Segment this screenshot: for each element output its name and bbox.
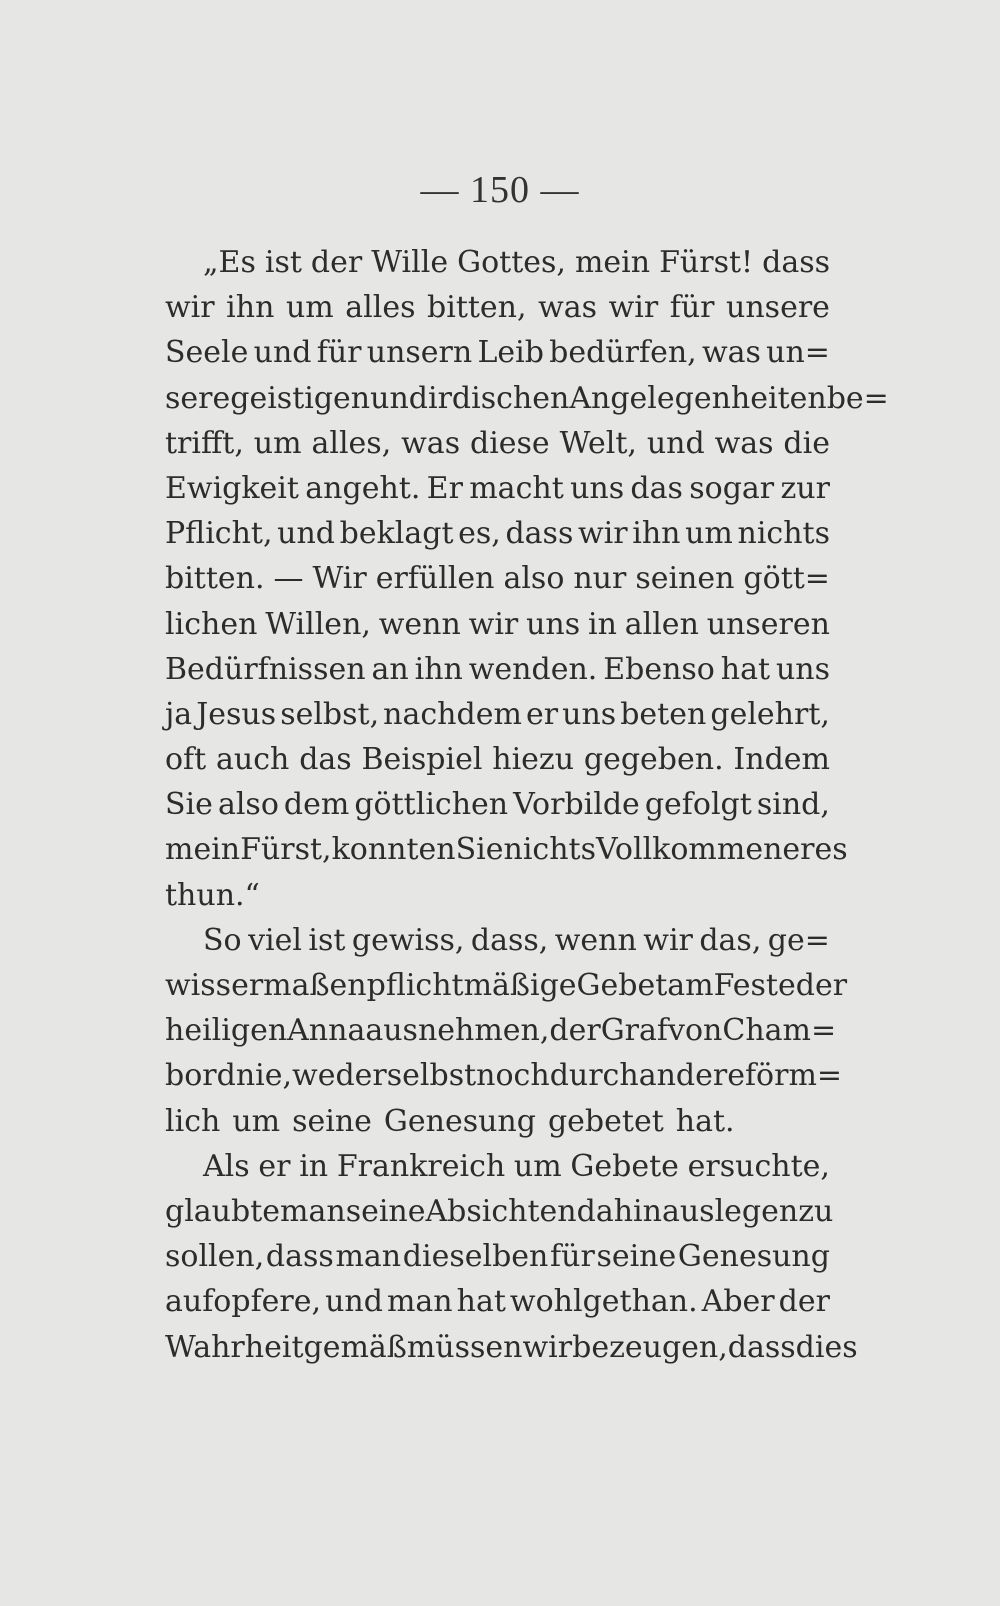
- word: müssen: [406, 1329, 523, 1365]
- word: allen: [624, 606, 699, 642]
- word: konnten: [331, 832, 456, 868]
- word: uns: [526, 606, 581, 642]
- word: auslegen: [661, 1193, 799, 1229]
- word: gefolgt: [644, 787, 752, 823]
- word: nichts: [503, 832, 597, 868]
- word: Pflicht,: [165, 516, 273, 552]
- word: selbst,: [280, 696, 380, 732]
- word: gewiss,: [351, 922, 465, 958]
- word: also: [503, 561, 565, 597]
- word: uns: [562, 696, 617, 732]
- word: für: [316, 335, 362, 371]
- word: was: [401, 425, 461, 461]
- word: was: [701, 335, 761, 371]
- word: beklagt: [339, 516, 454, 552]
- word: noch: [476, 1058, 550, 1094]
- word: um: [513, 1148, 562, 1184]
- word: hat: [720, 651, 771, 687]
- word: hat.: [675, 1103, 735, 1139]
- word: viel: [248, 922, 302, 958]
- word: uns: [775, 651, 830, 687]
- word: bezeugen,: [572, 1329, 728, 1365]
- word: für: [550, 1239, 595, 1275]
- word: „Es: [203, 245, 256, 280]
- word: lich: [165, 1103, 221, 1139]
- word: und: [325, 1284, 383, 1320]
- word: ersuchte,: [687, 1148, 830, 1184]
- word: Gebet: [576, 968, 668, 1003]
- word: förm=: [744, 1058, 843, 1094]
- word: man: [386, 1284, 453, 1320]
- word: seinen: [635, 561, 735, 597]
- word: dass,: [470, 922, 549, 958]
- word: wenden.: [468, 651, 598, 687]
- word: wir: [643, 922, 693, 958]
- word: das: [630, 470, 683, 506]
- word: wir: [577, 516, 628, 552]
- word: un=: [766, 335, 830, 371]
- word: das: [299, 742, 352, 778]
- word: nachdem: [383, 696, 522, 732]
- word: Fürst,: [240, 832, 332, 868]
- word: Gebete: [570, 1148, 679, 1184]
- word: weder: [292, 1058, 387, 1094]
- text-line: [165, 1053, 843, 1098]
- page-number: — 150 —: [420, 169, 580, 211]
- word: ihn: [414, 651, 463, 687]
- text-line: [165, 602, 830, 647]
- word: man: [335, 1239, 402, 1275]
- text-line: [165, 782, 830, 827]
- word: also: [217, 787, 279, 823]
- word: Ewigkeit: [165, 470, 299, 506]
- text-line: [165, 1008, 837, 1053]
- word: Wille: [371, 245, 449, 280]
- word: Jesus: [196, 696, 277, 732]
- word: der: [795, 968, 848, 1003]
- word: ihn: [632, 516, 681, 552]
- word: unseren: [706, 606, 830, 642]
- text-line: [165, 1325, 858, 1370]
- word: —: [273, 561, 304, 597]
- word: Fürst!: [659, 245, 754, 280]
- text-line: [165, 376, 889, 421]
- word: gelehrt,: [710, 696, 830, 732]
- word: Feste: [713, 968, 796, 1003]
- word: Genesung: [383, 1103, 536, 1139]
- word: Absichten: [425, 1193, 577, 1229]
- word: uns: [570, 470, 625, 506]
- word: seine: [292, 1103, 372, 1139]
- word: für: [669, 290, 715, 326]
- word: und: [253, 335, 312, 371]
- text-line: [165, 421, 830, 466]
- word: Welt,: [559, 425, 637, 461]
- text-line: [165, 647, 830, 692]
- word: wohlgethan.: [509, 1284, 698, 1320]
- word: von: [668, 1013, 723, 1049]
- word: alles,: [311, 425, 392, 461]
- word: Sie: [455, 832, 504, 868]
- word: wenn: [378, 606, 461, 642]
- word: unsern: [366, 335, 473, 371]
- text-line: [165, 466, 830, 511]
- word: Ebenso: [603, 651, 715, 687]
- word: göttlichen: [354, 787, 509, 823]
- word: beten: [620, 696, 707, 732]
- word: macht: [469, 470, 564, 506]
- text-line: [165, 330, 830, 375]
- word: dies: [795, 1329, 858, 1365]
- word: wir: [468, 606, 519, 642]
- word: in: [299, 1148, 329, 1184]
- word: mein: [574, 245, 651, 280]
- word: dieselben: [402, 1239, 549, 1275]
- word: dem: [283, 787, 350, 823]
- word: thun.“: [165, 877, 260, 913]
- word: gegeben.: [583, 742, 724, 778]
- word: ja: [165, 696, 193, 732]
- word: Genesung: [677, 1239, 830, 1275]
- word: alles: [345, 290, 416, 326]
- word: selbst: [386, 1058, 477, 1094]
- word: dass: [265, 1239, 334, 1275]
- word: aufopfere,: [165, 1284, 322, 1320]
- word: Als: [203, 1148, 250, 1184]
- text-line: [165, 1189, 834, 1234]
- word: ge=: [767, 922, 830, 958]
- word: sere: [165, 380, 231, 416]
- text-line: [165, 1234, 830, 1279]
- word: Vollkommeneres: [596, 832, 848, 868]
- word: er: [258, 1148, 291, 1184]
- word: der: [778, 1284, 830, 1320]
- word: zu: [798, 1193, 834, 1229]
- word: der: [549, 1013, 601, 1049]
- word: diese: [469, 425, 550, 461]
- text-line: [165, 1144, 830, 1189]
- word: und: [646, 425, 705, 461]
- word: erfüllen: [375, 561, 495, 597]
- word: ausnehmen,: [365, 1013, 550, 1049]
- word: an: [371, 651, 409, 687]
- word: sollen,: [165, 1239, 265, 1275]
- word: lichen: [165, 606, 258, 642]
- word: Leib: [477, 335, 544, 371]
- text-line: [165, 737, 830, 782]
- word: der: [310, 245, 363, 280]
- word: Cham=: [722, 1013, 837, 1049]
- word: mein: [165, 832, 241, 868]
- word: was: [714, 425, 774, 461]
- word: Gottes,: [457, 245, 566, 280]
- word: glaubte: [165, 1193, 281, 1229]
- word: nichts: [737, 516, 830, 552]
- word: ist: [264, 245, 302, 280]
- word: und: [277, 516, 335, 552]
- text-line: [165, 692, 830, 737]
- word: ist: [308, 922, 346, 958]
- word: um: [253, 425, 302, 461]
- word: Graf: [600, 1013, 669, 1049]
- word: wir: [608, 290, 659, 326]
- word: Angelegenheiten: [569, 380, 827, 416]
- text-line: [165, 1099, 830, 1144]
- text-line: [165, 873, 830, 918]
- text-line: [165, 918, 830, 963]
- word: gemäß: [303, 1329, 407, 1365]
- word: dass: [762, 245, 830, 280]
- text-line: [165, 511, 830, 556]
- word: sogar: [689, 470, 775, 506]
- word: um: [285, 290, 334, 326]
- word: andere: [638, 1058, 745, 1094]
- word: nie,: [235, 1058, 293, 1094]
- word: trifft,: [165, 425, 244, 461]
- word: wir: [522, 1329, 573, 1365]
- word: seine: [596, 1239, 677, 1275]
- word: geistigen: [230, 380, 371, 416]
- word: sind,: [756, 787, 830, 823]
- word: das,: [699, 922, 762, 958]
- word: hiezu: [492, 742, 575, 778]
- text-line: [165, 963, 848, 1008]
- word: seine: [345, 1193, 426, 1229]
- word: in: [587, 606, 617, 642]
- word: auch: [216, 742, 290, 778]
- word: und: [370, 380, 428, 416]
- word: unsere: [726, 290, 830, 326]
- word: oft: [165, 742, 207, 778]
- word: Er: [426, 470, 463, 506]
- word: heiligen: [165, 1013, 288, 1049]
- word: Seele: [165, 335, 249, 371]
- word: nur: [573, 561, 627, 597]
- word: man: [280, 1193, 346, 1229]
- text-line: [165, 1279, 830, 1324]
- word: er: [525, 696, 559, 732]
- word: Anna: [287, 1013, 366, 1049]
- word: es,: [458, 516, 501, 552]
- text-line: [165, 240, 830, 285]
- word: Wir: [312, 561, 367, 597]
- word: dass: [727, 1329, 796, 1365]
- word: pflichtmäßige: [366, 968, 577, 1003]
- word: gebetet: [547, 1103, 664, 1139]
- word: gött=: [743, 561, 830, 597]
- word: Beispiel: [361, 742, 483, 778]
- word: dass: [505, 516, 574, 552]
- word: wir: [165, 290, 215, 326]
- word: angeht.: [305, 470, 421, 506]
- word: ihn: [226, 290, 275, 326]
- word: So: [203, 922, 242, 958]
- word: bord: [165, 1058, 236, 1094]
- word: was: [538, 290, 598, 326]
- word: dahin: [576, 1193, 662, 1229]
- word: am: [667, 968, 714, 1003]
- word: hat: [456, 1284, 506, 1320]
- word: bitten.: [165, 561, 265, 597]
- word: durch: [549, 1058, 639, 1094]
- text-line: [165, 285, 830, 330]
- word: Vorbilde: [513, 787, 640, 823]
- word: Sie: [165, 787, 213, 823]
- word: wenn: [554, 922, 637, 958]
- word: irdischen: [428, 380, 570, 416]
- word: um: [232, 1103, 281, 1139]
- word: bitten,: [427, 290, 527, 326]
- word: um: [685, 516, 733, 552]
- text-line: [165, 827, 848, 872]
- word: wissermaßen: [165, 968, 367, 1003]
- word: Frankreich: [336, 1148, 506, 1184]
- word: Aber: [701, 1284, 775, 1320]
- word: die: [783, 425, 830, 461]
- word: be=: [826, 380, 889, 416]
- word: Indem: [733, 742, 830, 778]
- word: Wahrheit: [165, 1329, 304, 1365]
- word: Bedürfnissen: [165, 651, 366, 687]
- text-line: [165, 556, 830, 601]
- word: Willen,: [265, 606, 371, 642]
- word: bedürfen,: [549, 335, 697, 371]
- word: zur: [780, 470, 830, 506]
- body-text: [165, 240, 889, 1370]
